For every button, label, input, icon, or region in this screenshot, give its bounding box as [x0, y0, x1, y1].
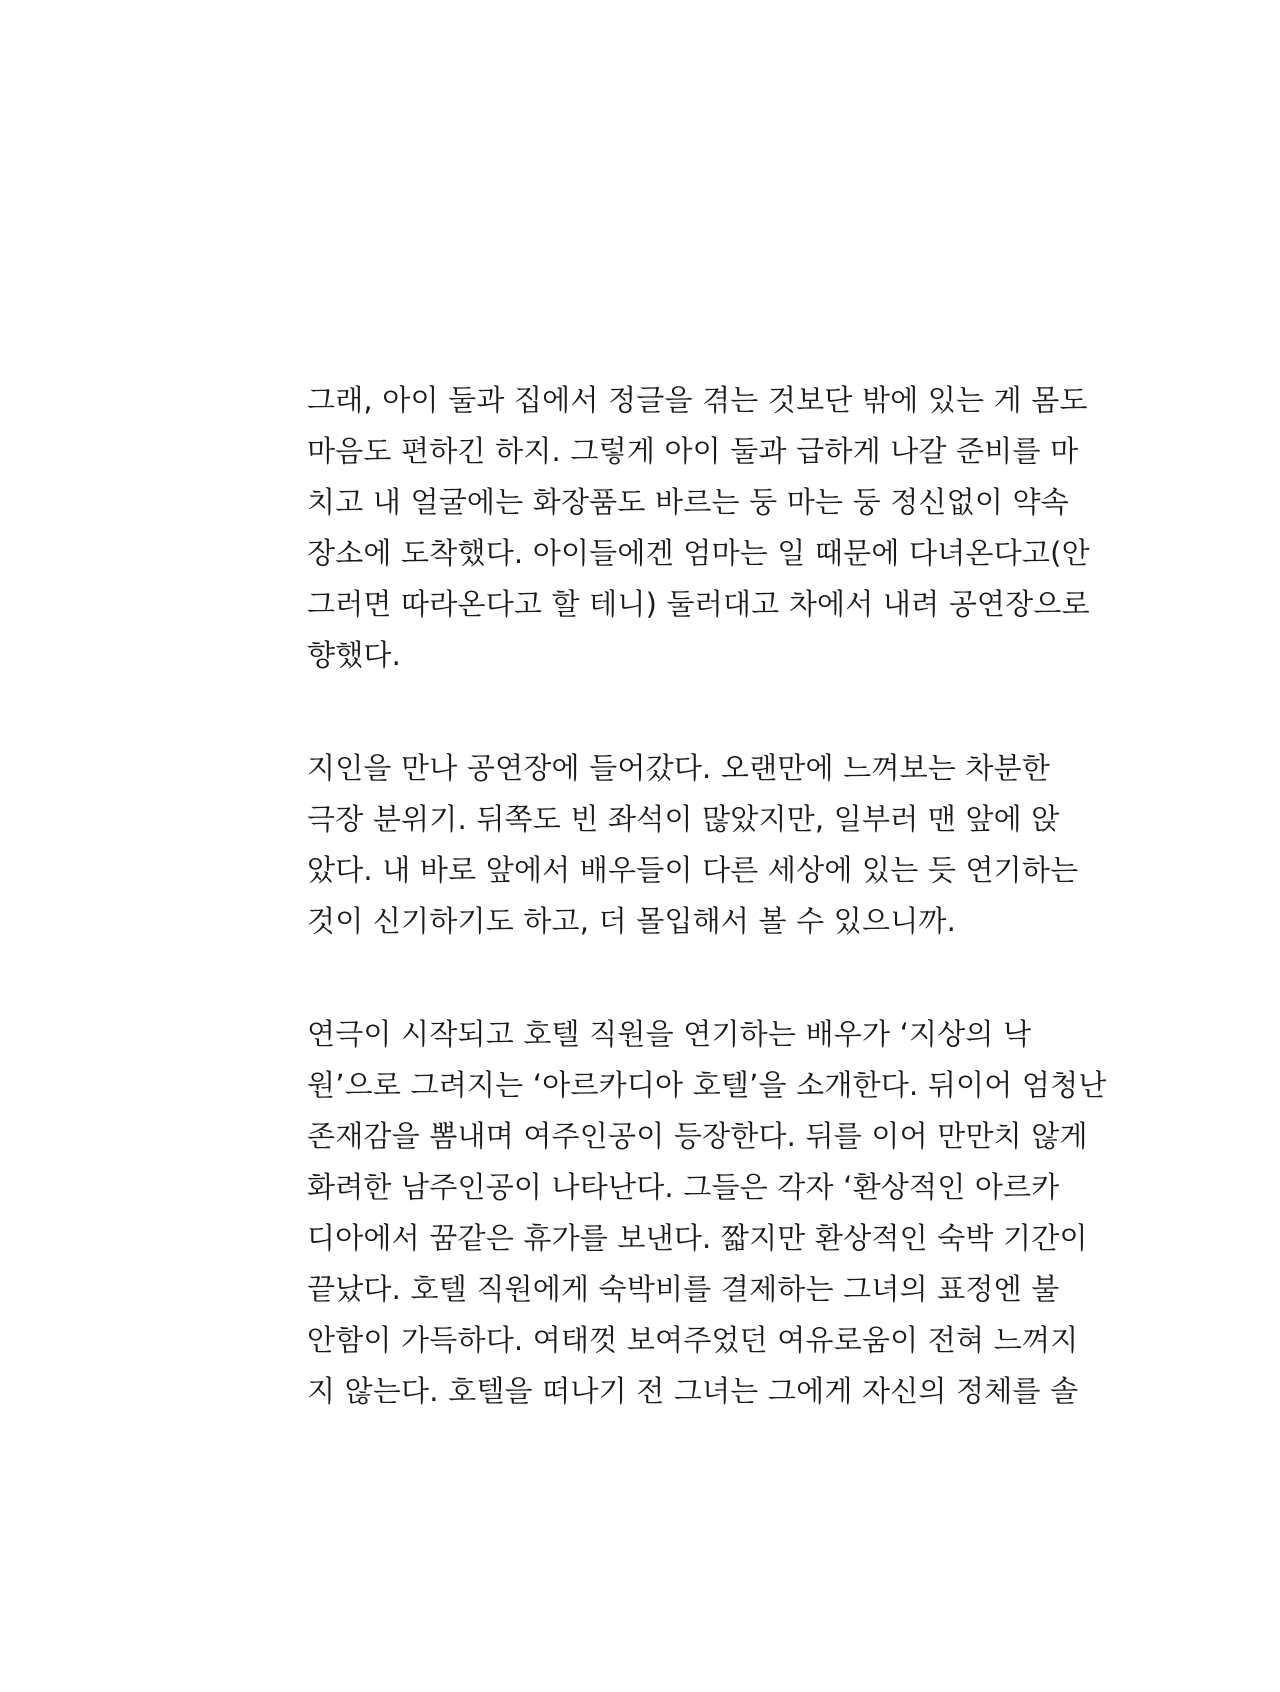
text-line: 안함이 가득하다. 여태껏 보여주었던 여유로움이 전혀 느껴지 — [307, 1323, 1079, 1357]
paragraph-3 — [307, 1009, 1107, 1417]
text-line: 지인을 만나 공연장에 들어갔다. 오랜만에 느껴보는 차분한 — [307, 751, 1051, 785]
text-line: 마음도 편하긴 하지. 그렇게 아이 둘과 급하게 나갈 준비를 마 — [307, 434, 1079, 468]
text-line: 연극이 시작되고 호텔 직원을 연기하는 배우가 ‘지상의 낙 — [307, 1017, 1032, 1051]
text-line: 향했다. — [307, 638, 402, 672]
text-line: 화려한 남주인공이 나타난다. 그들은 각자 ‘환상적인 아르카 — [307, 1170, 1060, 1204]
text-line: 극장 분위기. 뒤쪽도 빈 좌석이 많았지만, 일부러 맨 앞에 앉 — [307, 802, 1060, 836]
text-line: 그래, 아이 둘과 집에서 정글을 겪는 것보단 밖에 있는 게 몸도 — [307, 383, 1088, 417]
text-line: 존재감을 뽐내며 여주인공이 등장한다. 뒤를 이어 만만치 않게 — [307, 1119, 1088, 1153]
text-line: 았다. 내 바로 앞에서 배우들이 다른 세상에 있는 듯 연기하는 — [307, 853, 1079, 887]
text-line: 치고 내 얼굴에는 화장품도 바르는 둥 마는 둥 정신없이 약속 — [307, 485, 1069, 519]
text-line: 지 않는다. 호텔을 떠나기 전 그녀는 그에게 자신의 정체를 솔 — [307, 1374, 1079, 1408]
text-line: 것이 신기하기도 하고, 더 몰입해서 볼 수 있으니까. — [307, 904, 957, 938]
text-line: 그러면 따라온다고 할 테니) 둘러대고 차에서 내려 공연장으로 — [307, 587, 1090, 621]
text-line: 끝났다. 호텔 직원에게 숙박비를 결제하는 그녀의 표정엔 불 — [307, 1272, 1060, 1306]
paragraph-2 — [307, 743, 1079, 947]
paragraph-1 — [307, 375, 1090, 681]
text-line: 장소에 도착했다. 아이들에겐 엄마는 일 때문에 다녀온다고(안 — [307, 536, 1090, 570]
text-line: 디아에서 꿈같은 휴가를 보낸다. 짧지만 환상적인 숙박 기간이 — [307, 1221, 1088, 1255]
text-line: 원’으로 그려지는 ‘아르카디아 호텔’을 소개한다. 뒤이어 엄청난 — [307, 1068, 1107, 1102]
